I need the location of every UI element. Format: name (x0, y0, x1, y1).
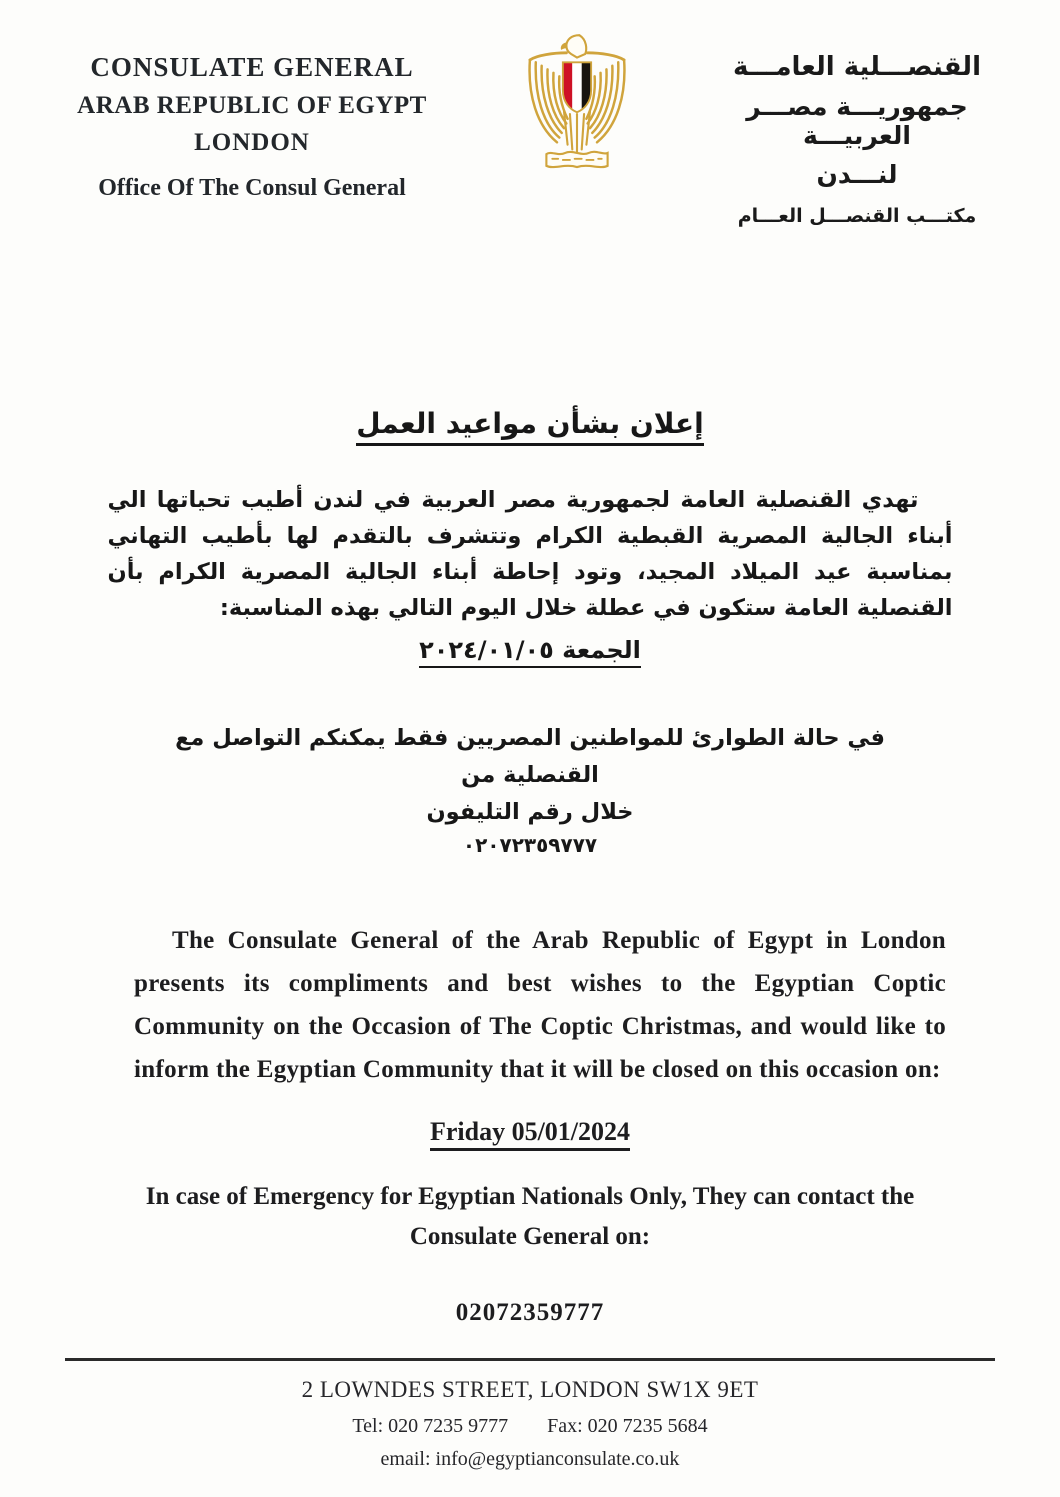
announcement-body (0, 227, 1060, 1327)
country-name-ar: جمهوريـــة مصـــر العربيـــة (746, 92, 968, 150)
letterhead (0, 0, 1060, 227)
emblem-container (502, 34, 652, 185)
office-name-ar: مكتـــب القنصـــل العـــام (737, 205, 977, 227)
country-name-en: ARAB REPUBLIC OF EGYPT (77, 92, 427, 119)
consulate-title-ar: القنصـــلية العامـــة (733, 52, 981, 82)
announcement-title-ar: إعلان بشأن مواعيد العمل (0, 407, 1060, 440)
footer-divider (65, 1358, 995, 1361)
footer-tel-fax (0, 1415, 1060, 1438)
emergency-note-ar-line1: في حالة الطوارئ للمواطنين المصريين فقط يمكنكم التواصل مع القنصلية من (175, 725, 885, 788)
egypt-eagle-icon (518, 34, 636, 185)
announcement-paragraph-en: The Consulate General of the Arab Republic of Egypt in London presents its compliments and best wishes to the Egyptian Coptic Community on the Occasion of The Coptic Christmas, and would like to inform the Egyptian Community that it will be closed on this occasion on: (134, 927, 946, 1083)
closure-date-en: Friday 05/01/2024 (0, 1117, 1060, 1147)
letterhead-english (52, 52, 452, 202)
footer-tel: Tel: 020 7235 9777 (352, 1415, 509, 1437)
announcement-paragraph-ar: تهدي القنصلية العامة لجمهورية مصر العربية في لندن أطيب تحياتها الي أبناء الجالية المصرية القبطية الكرام وتتشرف بالتقدم لها بأطيب التهاني بمناسبة عيد الميلاد المجيد، وتود إحاطة أبناء الجالية المصرية الكرام بأن القنصلية العامة ستكون في عطلة خلال اليوم التالي بهذه المناسبة: (107, 487, 953, 621)
emergency-phone-en: 02072359777 (455, 1299, 605, 1326)
emergency-note-ar-line2: خلال رقم التليفون (426, 799, 634, 825)
emergency-phone-ar: ٠٢٠٧٢٣٥٩٧٧٧ (462, 833, 598, 857)
city-name-en: LONDON (194, 129, 310, 156)
consulate-title-en: CONSULATE GENERAL (90, 52, 414, 82)
emergency-note-en: In case of Emergency for Egyptian Nationals Only, They can contact the Consulate General on: (145, 1183, 915, 1250)
office-name-en: Office Of The Consul General (98, 175, 406, 201)
footer-email: email: info@egyptianconsulate.co.uk (380, 1448, 680, 1470)
city-name-ar: لنـــدن (816, 160, 898, 189)
letterhead-arabic (702, 52, 1012, 227)
footer-fax: Fax: 020 7235 5684 (547, 1415, 708, 1437)
emergency-note-ar (160, 720, 900, 831)
letter-footer (0, 1358, 1060, 1497)
closure-date-ar: الجمعة ٢٠٢٤/٠١/٠٥ (0, 636, 1060, 664)
footer-address: 2 LOWNDES STREET, LONDON SW1X 9ET (301, 1377, 759, 1402)
